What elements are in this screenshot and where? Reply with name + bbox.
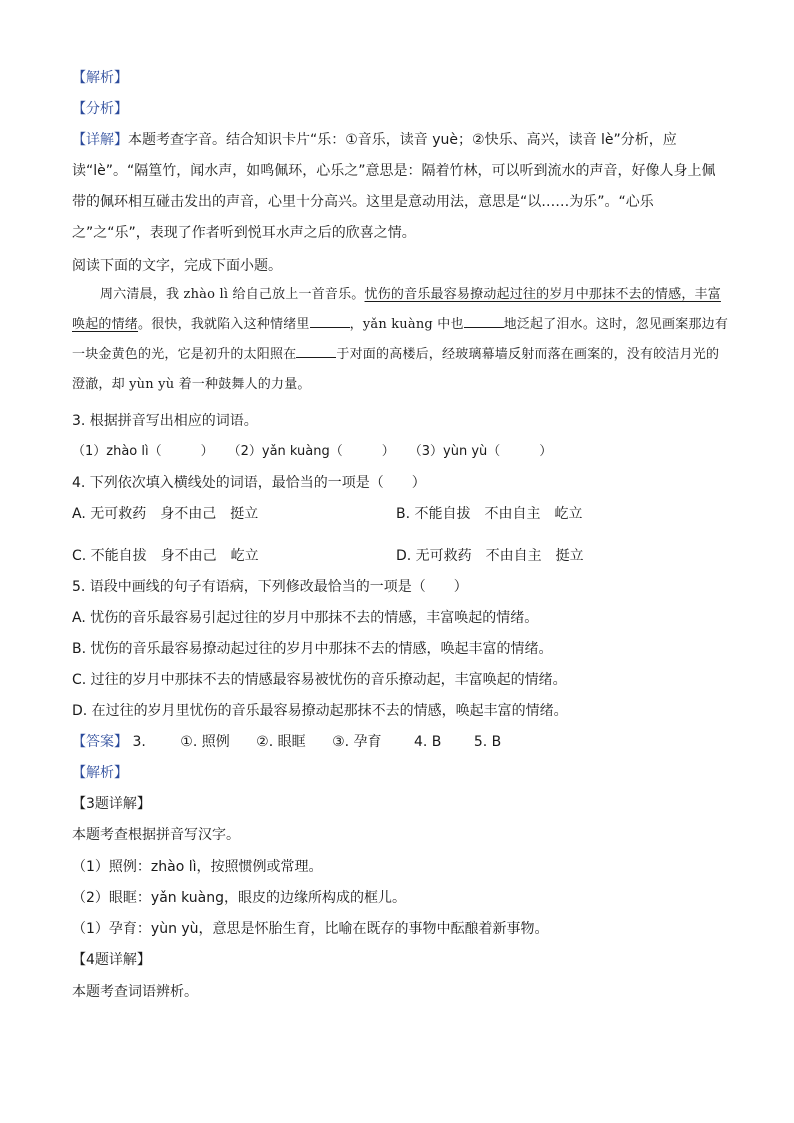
passage-part-2: 。很快，我就陷入这种情绪里 xyxy=(138,317,310,332)
underlined-sentence: 忧伤的音乐最容易撩动起过往的岁月中那抹不去的情感，丰富唤起的情绪 xyxy=(72,287,721,332)
section-tag-fenxi: 【分析】 xyxy=(72,101,128,117)
question-3: 3. 根据拼音写出相应的词语。 xyxy=(72,413,258,429)
question-4: 4. 下列依次填入横线处的词语，最恰当的一项是（ ） xyxy=(72,475,426,491)
answer-q3-label: 3. xyxy=(132,734,146,750)
q5-option-c: C. 过往的岁月中那抹不去的情感最容易被忧伤的音乐撩动起，丰富唤起的情绪。 xyxy=(72,672,567,688)
q4-detail-tag: 【4题详解】 xyxy=(72,952,151,968)
q4-option-c: C. 不能自拔 身不由己 屹立 xyxy=(72,548,259,564)
q4-detail-text: 本题考查词语辨析。 xyxy=(72,984,198,1000)
q4-option-b: B. 不能自拔 不由自主 屹立 xyxy=(396,506,583,522)
q3-detail-2: （2）眼眶：yǎn kuàng，眼皮的边缘所构成的框儿。 xyxy=(72,890,406,906)
passage-part-5: 于对面的高楼后，经玻璃幕墙反射而落在画案的，没有皎洁月光的澄澈，却 yùn yù 着一种鼓舞人的力量。 xyxy=(72,347,720,392)
reading-intro: 阅读下面的文字，完成下面小题。 xyxy=(72,258,282,274)
blank-3 xyxy=(296,345,336,358)
question-3-items xyxy=(72,442,552,462)
q3-detail-3: （1）孕育：yùn yù，意思是怀胎生育，比喻在既存的事物中酝酿着新事物。 xyxy=(72,921,549,937)
answer-line xyxy=(72,732,523,752)
q4-option-d: D. 无可救药 不由自主 挺立 xyxy=(396,548,584,564)
detail-paragraph xyxy=(72,125,722,249)
q3-item-2: （2）yǎn kuàng（ ） xyxy=(227,444,395,459)
question-5: 5. 语段中画线的句子有语病，下列修改最恰当的一项是（ ） xyxy=(72,579,468,595)
q3-detail-tag: 【3题详解】 xyxy=(72,796,151,812)
q3-detail-text: 本题考查根据拼音写汉字。 xyxy=(72,827,240,843)
q3-item-1: （1）zhào lì（ ） xyxy=(72,444,214,459)
passage-part-3: ，yǎn kuàng 中也 xyxy=(349,317,464,332)
q3-item-3: （3）yùn yù（ ） xyxy=(408,444,553,459)
section-tag-analysis-2: 【解析】 xyxy=(72,765,128,781)
answer-tag: 【答案】 xyxy=(72,734,128,750)
detail-tag: 【详解】 xyxy=(72,132,128,148)
q5-option-d: D. 在过往的岁月里忧伤的音乐最容易撩动起那抹不去的情感，唤起丰富的情绪。 xyxy=(72,703,568,719)
answer-q3-2: ②. 眼眶 xyxy=(256,734,306,750)
answer-q4: 4. B xyxy=(413,734,442,750)
section-tag-analysis: 【解析】 xyxy=(72,70,128,86)
answer-q3-1: ①. 照例 xyxy=(180,734,230,750)
blank-1 xyxy=(310,315,350,328)
q5-option-b: B. 忧伤的音乐最容易撩动起过往的岁月中那抹不去的情感，唤起丰富的情绪。 xyxy=(72,641,553,657)
q3-detail-1: （1）照例：zhào lì，按照惯例或常理。 xyxy=(72,859,323,875)
answer-q3-3: ③. 孕育 xyxy=(332,734,382,750)
reading-passage xyxy=(72,280,732,400)
blank-2 xyxy=(464,315,504,328)
q5-option-a: A. 忧伤的音乐最容易引起过往的岁月中那抹不去的情感，丰富唤起的情绪。 xyxy=(72,610,539,626)
q4-option-a: A. 无可救药 身不由己 挺立 xyxy=(72,506,259,522)
passage-part-1: 周六清晨，我 zhào lì 给自己放上一首音乐。 xyxy=(100,287,365,302)
detail-text: 本题考查字音。结合知识卡片“乐：①音乐，读音 yuè；②快乐、高兴，读音 lè”分析，应读“lè”。“隔篁竹，闻水声，如鸣佩环，心乐之”意思是：隔着竹林，可以听到流水的声音，好像人身上佩带的佩环相互碰击发出的声音，心里十分高兴。这里是意动用法，意思是“以……为乐”。“心乐之”之“乐”，表现了作者听到悦耳水声之后的欣喜之情。 xyxy=(72,132,716,241)
passage-part-4: 地泛起了泪水。这时，忽见画案那边有一块金黄色的光，它是初升的太阳照在 xyxy=(72,317,729,362)
answer-q5: 5. B xyxy=(473,734,502,750)
